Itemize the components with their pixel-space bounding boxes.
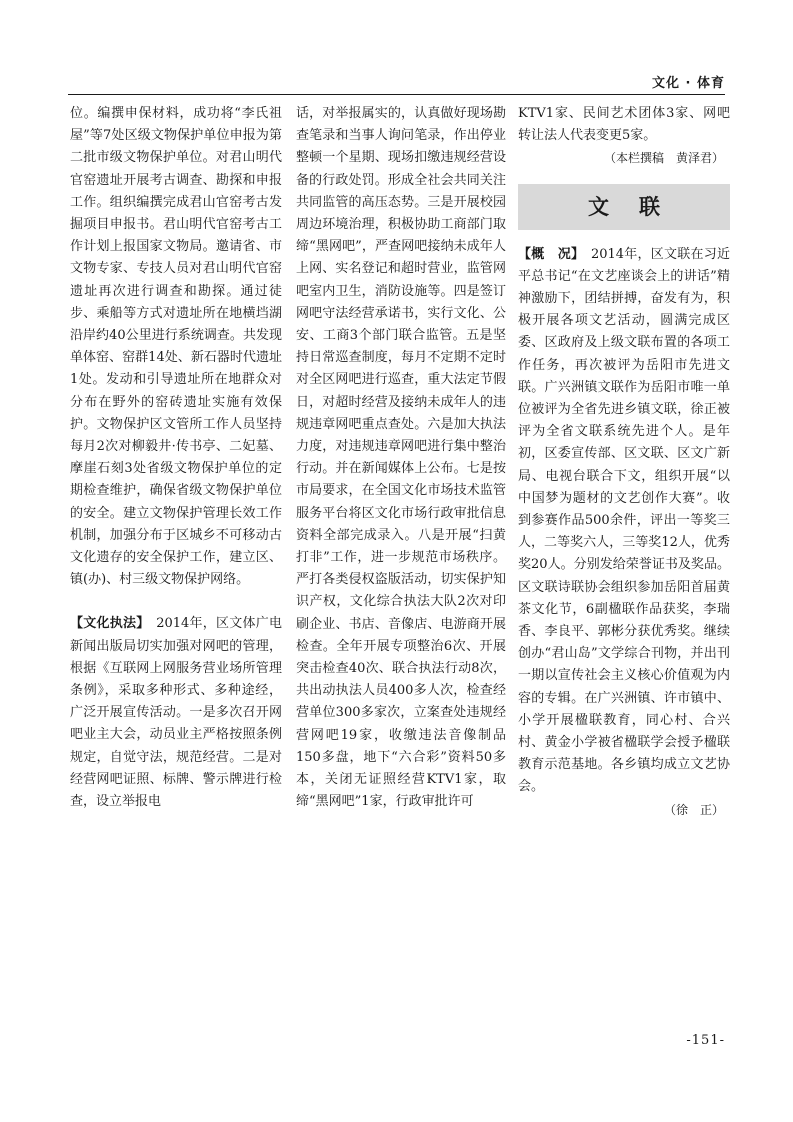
overview-paragraph xyxy=(518,244,730,799)
overview-text: 2014年，区文联在习近平总书记“在文艺座谈会上的讲话”精神激励下，团结拼搏，奋发有为，积极开展各项文艺活动，圆满完成区委、区政府及上级文联布置的各项工作任务，再次被评为岳阳市先进文联。广兴洲镇文联作为岳阳市唯一单位被评为全省先进乡镇文联，徐正被评为全省文联系统先进个人。是年初，区委宣传部、区文联、区文广新局、电视台联合下文，组织开展“以中国梦为题材的文艺创作大赛”。收到参赛作品500余件，评出一等奖三人，二等奖六人，三等奖12人，优秀奖20人。分别发给荣誉证书及奖品。区文联诗联协会组织参加岳阳首届黄茶文化节，6副楹联作品获奖，李瑞香、李良平、郭彬分获优秀奖。继续创办“君山岛”文学综合刊物，并出刊一期以宣传社会主义核心价值观为内容的专辑。在广兴洲镇、许市镇中、小学开展楹联教育，同心村、合兴村、黄金小学被省楹联学会授予楹联教育示范基地。各乡镇均成立文艺协会。 xyxy=(518,246,730,795)
column-middle xyxy=(296,103,506,814)
header-rule xyxy=(68,94,725,95)
column-left xyxy=(70,103,282,813)
law-enforcement-continued: 话，对举报属实的，认真做好现场勘查笔录和当事人询问笔录，作出停业整顿一个星期、现场扣缴违规经营设备的行政处罚。形成全社会共同关注共同监管的高压态势。三是开展校园周边环境治理，积极协助工商部门取缔“黑网吧”，严查网吧接纳未成年人上网、实名登记和超时营业，监管网吧室内卫生，消防设施等。四是签订网吧守法经营承诺书，实行文化、公安、工商3个部门联合监管。五是坚持日常巡查制度，每月不定期不定时对全区网吧进行巡查，重大法定节假日，对超时经营及接纳未成年人的违规违章网吧重点查处。六是加大执法力度，对违规违章网吧进行集中整治行动。并在新闻媒体上公布。七是按市局要求，在全国文化市场技术监管服务平台将区文化市场行政审批信息资料全部完成录入。八是开展“扫黄打非”工作，进一步规范市场秩序。严打各类侵权盗版活动，切实保护知识产权，文化综合执法大队2次对印刷企业、书店、音像店、电游商开展检查。全年开展专项整治6次、开展突击检查40次、联合执法行动8次，共出动执法人员400多人次，检查经营单位300多家次，立案查处违规经营网吧19家，收缴违法音像制品150多盘，地下“六合彩”资料50多本，关闭无证照经营KTV1家，取缔“黑网吧”1家，行政审批许可 xyxy=(296,106,506,810)
heritage-paragraph: 位。编撰申保材料，成功将“李氏祖屋”等7处区级文物保护单位申报为第二批市级文物保护单位。对君山明代官窑遗址开展考古调查、勘探和申报工作。组织编撰完成君山官窑考古发掘项目申报书。君山明代官窑考古工作计划上报国家文物局。邀请省、市文物专家、专技人员对君山明代官窑遗址再次进行调查和勘探。通过徒步、乘船等方式对遗址所在地横垱湖沿岸约40公里进行系统调查。共发现单体窑、窑群14处、新石器时代遗址1处。发动和引导遗址所在地群众对分布在野外的窑砖遗址实施有效保护。文物保护区文管所工作人员坚持每月2次对柳毅井·传书亭、二妃墓、摩崖石刻3处省级文物保护单位的定期检查维护，确保省级文物保护单位的安全。建立文物保护管理长效工作机制，加强分布于区城乡不可移动古文化遗存的安全保护工作，建立区、镇(办)、村三级文物保护网络。 xyxy=(70,106,282,588)
page-number: -151- xyxy=(686,1033,725,1048)
overview-heading: 【概 况】 xyxy=(518,246,578,262)
law-enforcement-end: KTV1家、民间艺术团体3家、网吧转让法人代表变更5家。 xyxy=(518,106,730,144)
section-title: 文化 · 体育 xyxy=(652,76,725,91)
author-credit: （本栏撰稿 黄泽君） xyxy=(603,151,724,166)
section-banner-wenlian: 文联 xyxy=(518,184,730,230)
column-right xyxy=(518,103,730,821)
author-credit-2: （徐 正） xyxy=(663,802,724,817)
law-enforcement-text: 2014年，区文体广电新闻出版局切实加强对网吧的管理，根据《互联网上网服务营业场所管理条例》，采取多种形式、多种途经，广泛开展宣传活动。一是多次召开网吧业主大会，动员业主严格按照条例规定，自觉守法，规范经营。二是对经营网吧证照、标牌、警示牌进行检查，设立举报电 xyxy=(70,616,282,810)
law-enforcement-paragraph xyxy=(70,613,282,813)
law-enforcement-heading: 【文化执法】 xyxy=(70,616,143,632)
